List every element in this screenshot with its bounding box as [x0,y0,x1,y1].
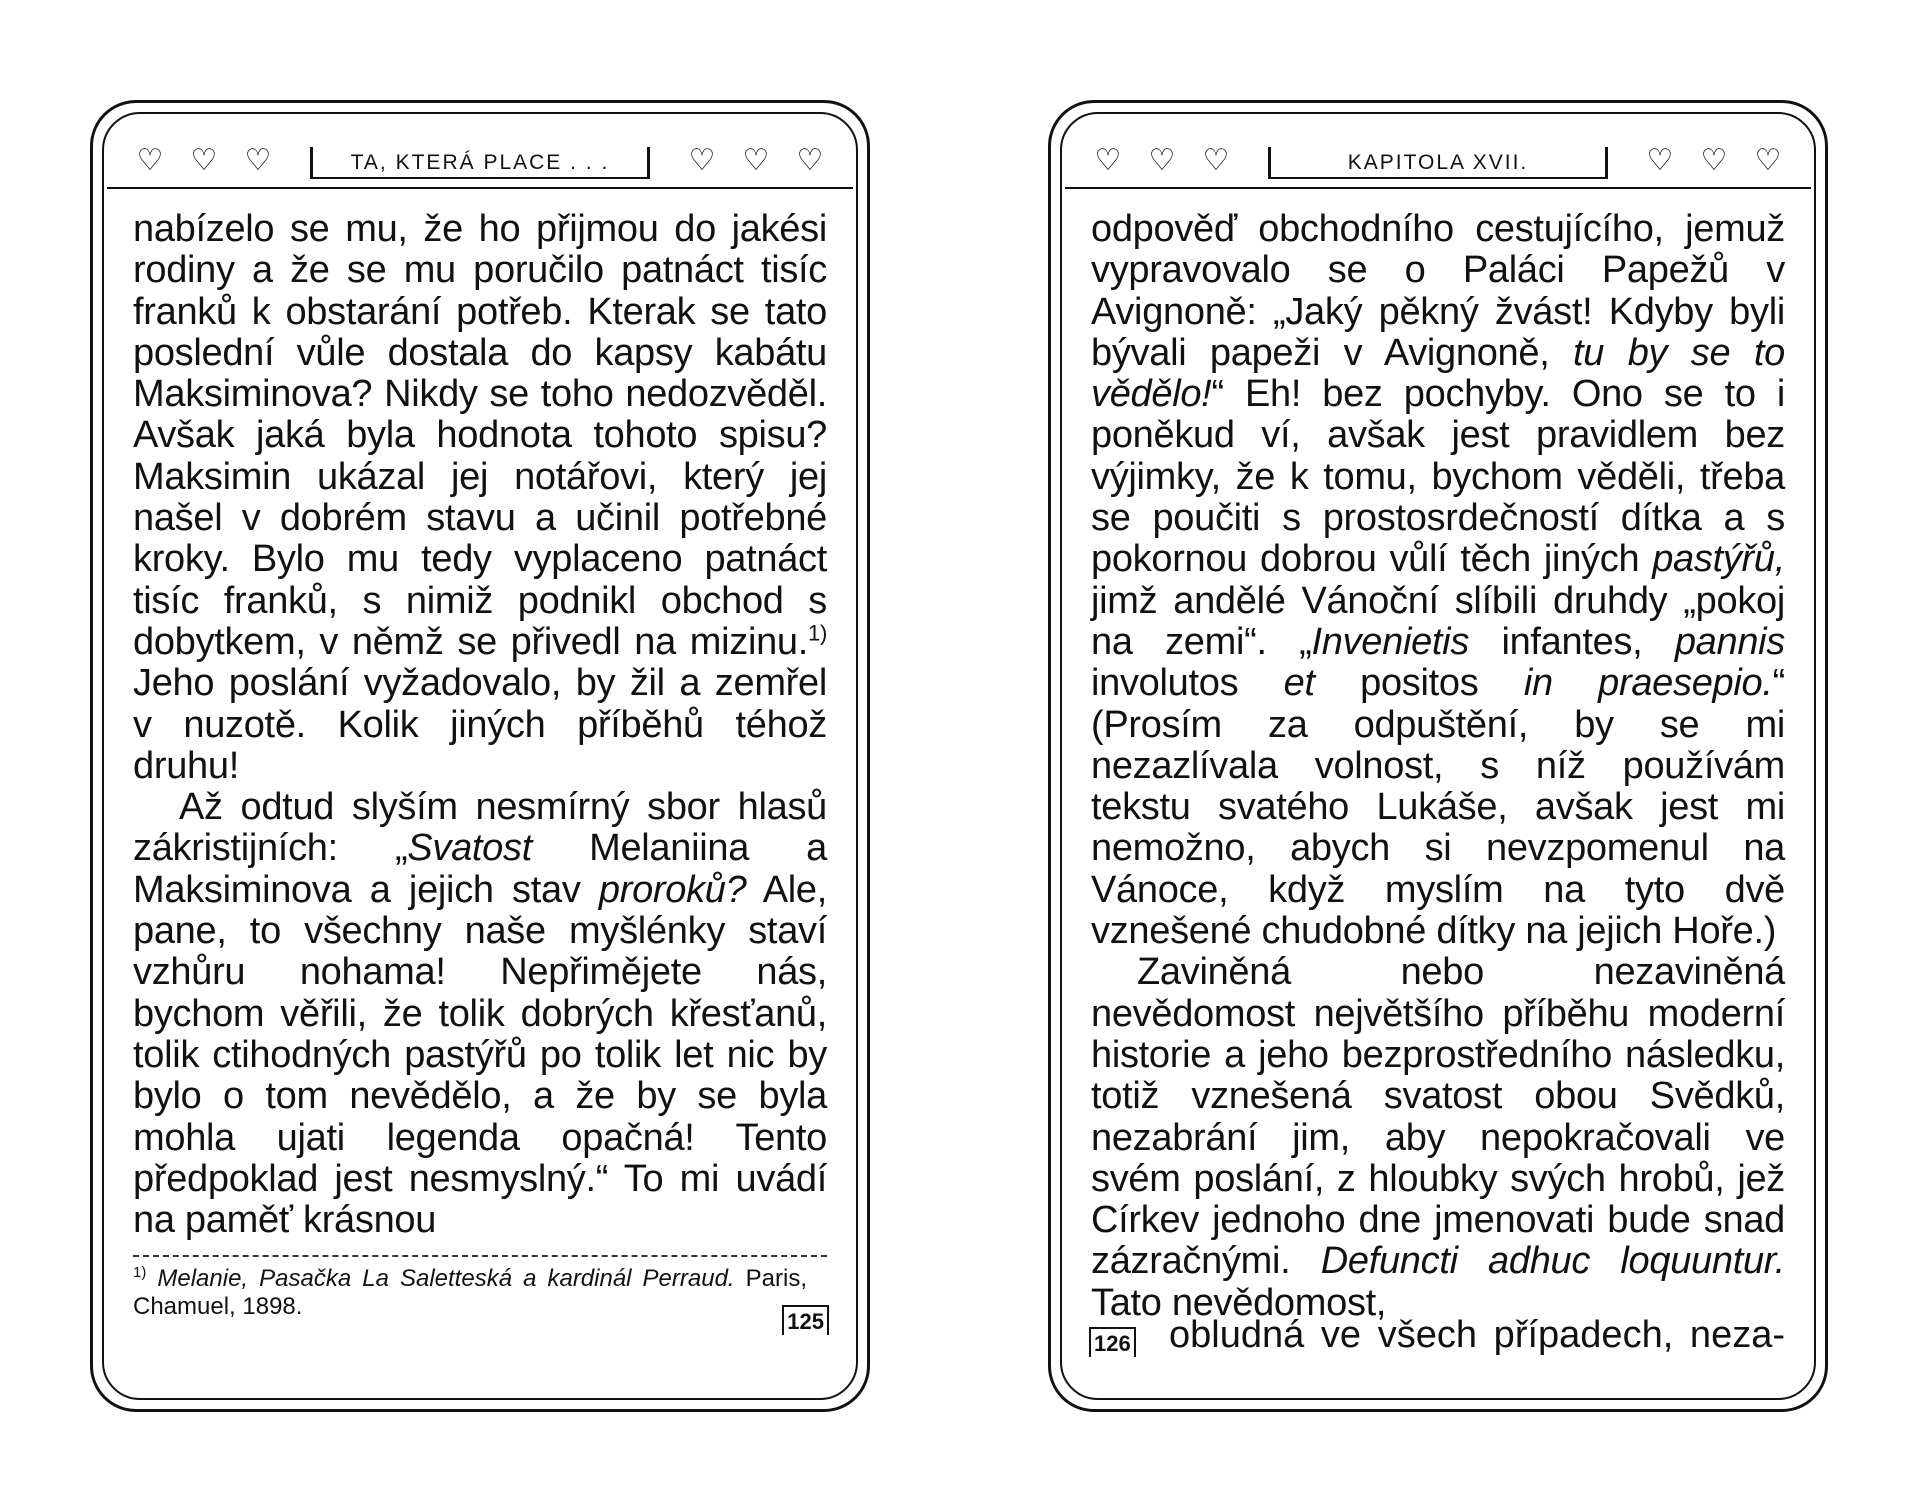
heart-ornaments-left [133,143,275,178]
heart-icon: ♡ [1700,143,1728,178]
running-title-text: TA, KTERÁ PLACE . . . [350,151,610,174]
paragraph: Až odtud slyším nesmírný sbor hlasů zákristijních: „Svatost Melaniina a Maksiminova a jejich stav proroků? Ale, pane, to všechny naše myšlénky staví vzhůru nohama! Nepřimějete nás, bychom věřili, že tolik dobrých křesťanů, tolik ctihodných pastýřů po tolik let nic by bylo o tom nevědělo, a že by se byla mohla ujati legenda opačná! Tento předpoklad jest nesmyslný.“ To mi uvádí na paměť krásnou [133,786,827,1242]
heart-icon: ♡ [1094,143,1122,178]
footnote: $^{1)}$ Melanie, Pasačka La Saletteská a kardinál Perraud. Paris, Chamuel, 1898. [133,1264,807,1320]
heart-ornaments-left [1091,143,1233,178]
heart-icon: ♡ [1646,143,1674,178]
running-header [1091,135,1785,187]
paragraph: nabízelo se mu, že ho přijmou do jakési rodiny a že se mu poručilo patnáct tisíc franků k obstarání potřeb. Kterak se tato poslední vůle dostala do kapsy kabátu Maksiminova? Nikdy se toho nedozvěděl. Avšak jaká byla hodnota tohoto spisu? Maksimin ukázal jej notářovi, který jej našel v dobrém stavu a učinil potřebné kroky. Bylo mu tedy vyplaceno patnáct tisíc franků, s nimiž podnikl obchod s dobytkem, v němž se přivedl na mizinu.$^{1)}$ Jeho poslání vyžadovalo, by žil a zemřel v nuzotě. Kolik jiných příběhů téhož druhu! [133,208,827,787]
heart-icon: ♡ [1202,143,1230,178]
heart-icon: ♡ [742,143,770,178]
running-title [310,147,650,179]
page-number: 126 [1089,1327,1136,1357]
left-page [90,100,870,1412]
footnote-rule [133,1255,827,1257]
running-title [1268,147,1608,179]
header-rule [107,187,853,189]
paragraph: odpověď obchodního cestujícího, jemuž vypravovalo se o Paláci Papežů v Avignoně: „Jaký pěkný žvást! Kdyby byli bývali papeži v Avignoně, tu by se to vědělo!“ Eh! bez pochyby. Ono se to i poněkud ví, avšak jest pravidlem bez výjimky, že k tomu, bychom věděli, třeba se poučiti s prostosrdečností dítka a s pokornou dobrou vůlí těch jiných pastýřů, jimž andělé Vánoční slíbili druhdy „pokoj na zemi“. „Invenietis infantes, pannis involutos et positos in praesepio.“ (Prosím za odpuštění, by se mi nezazlívala volnost, s níž používám tekstu svatého Lukáše, avšak jest mi nemožno, abych si nevzpomenul na Vánoce, když myslím na tyto dvě vznešené chudobné dítky na jejich Hoře.) [1091,208,1786,953]
heart-icon: ♡ [1754,143,1782,178]
body-text [1091,209,1785,1324]
heart-icon: ♡ [244,143,272,178]
heart-ornaments-right [685,143,827,178]
paragraph: Zaviněná nebo nezaviněná nevědomost největšího příběhu moderní historie a jeho bezprostředního následku, totiž vznešená svatost obou Svědků, nezabrání jim, aby nepokračovali ve svém poslání, z hloubky svých hrobů, jež Církev jednoho dne jmenovati bude snad zázračnými. Defuncti adhuc loquuntur. Tato nevědomost, [1091,951,1785,1324]
heart-ornaments-right [1643,143,1785,178]
right-page [1048,100,1828,1412]
heart-icon: ♡ [136,143,164,178]
heart-icon: ♡ [796,143,824,178]
running-title-text: KAPITOLA XVII. [1347,151,1529,174]
body-text [133,209,827,1241]
footnote-reference: 1) [808,620,827,646]
header-rule [1065,187,1811,189]
heart-icon: ♡ [688,143,716,178]
running-header [133,135,827,187]
page-number: 125 [782,1305,829,1335]
heart-icon: ♡ [1148,143,1176,178]
heart-icon: ♡ [190,143,218,178]
last-line: obludná ve všech případech, neza- [1169,1314,1785,1356]
